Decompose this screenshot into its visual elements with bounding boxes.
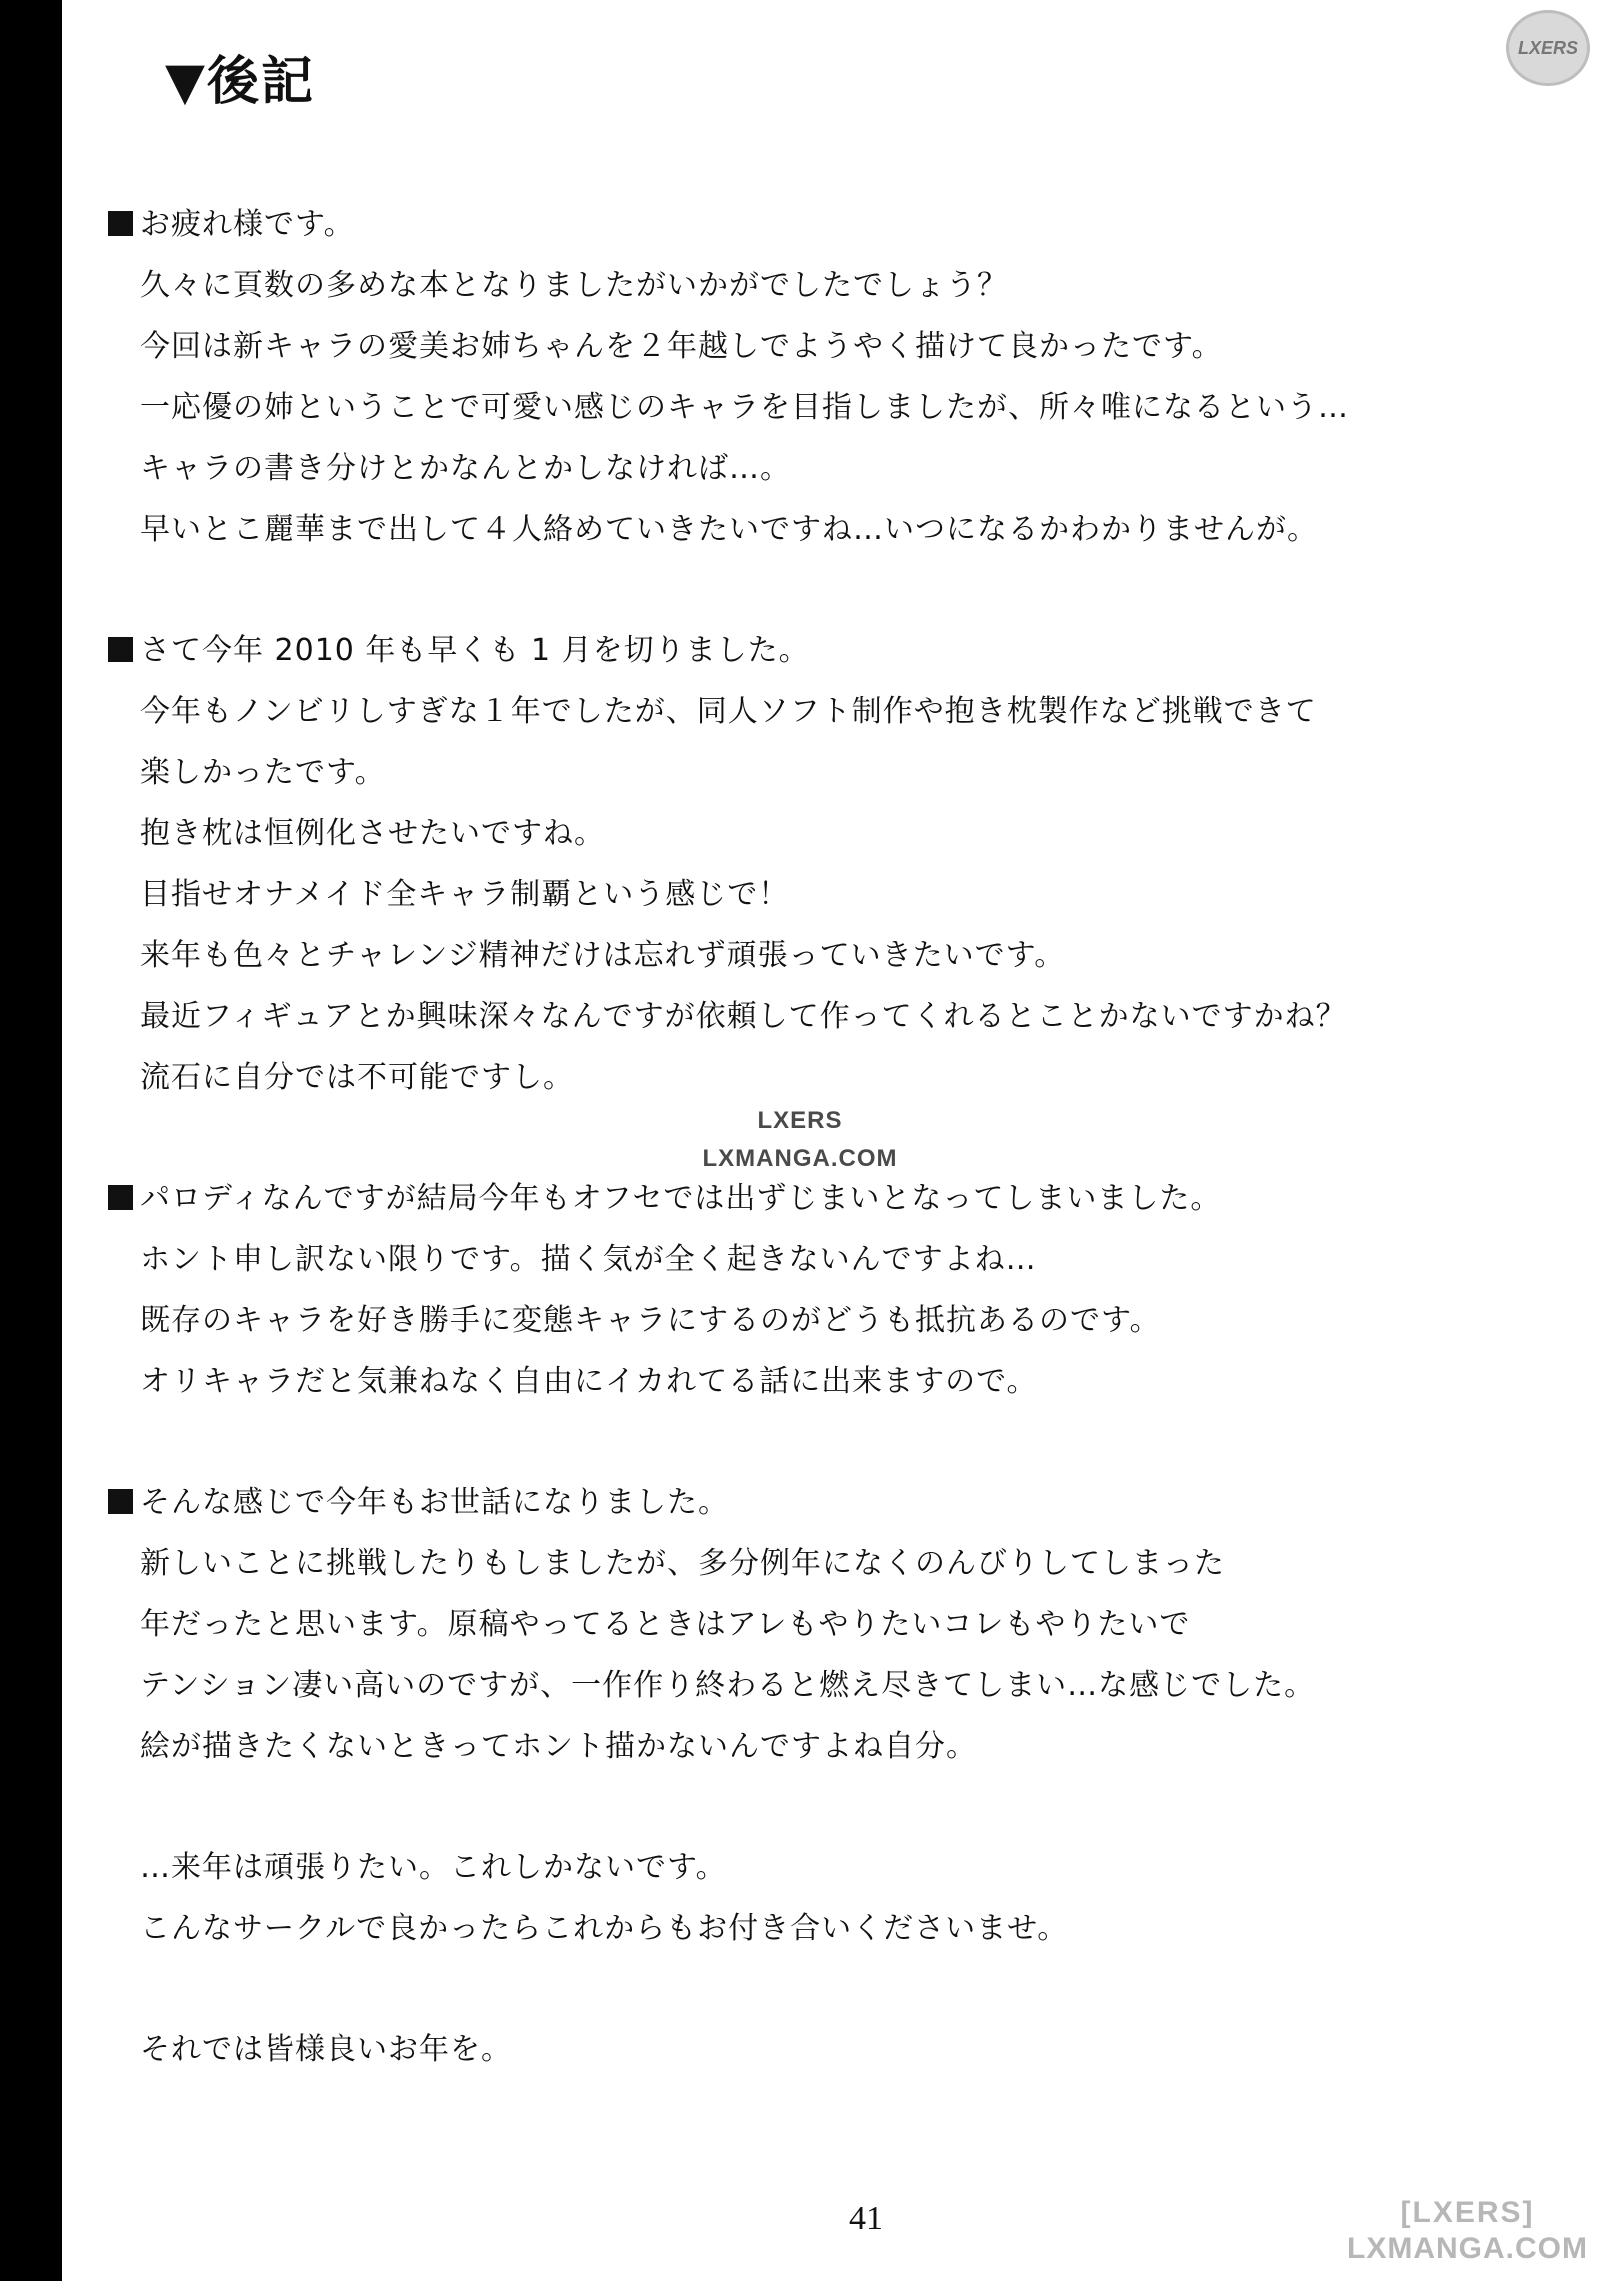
body-line: テンション凄い高いのですが、一作作り終わると燃え尽きてしまい…な感じでした。 (140, 1668, 1316, 1703)
section-3 (108, 1168, 1528, 1412)
body-line: …来年は頑張りたい。これしかないです。 (140, 1850, 727, 1885)
corner-watermark-line-1: [LXERS] (1400, 2196, 1535, 2229)
corner-watermark-line-2: LXMANGA.COM (1347, 2232, 1588, 2265)
body-line: 絵が描きたくないときってホント描かないんですよね自分。 (140, 1729, 977, 1764)
square-bullet-icon (108, 211, 133, 236)
body-line: 流石に自分では不可能ですし。 (140, 1060, 574, 1095)
page-title: ▼後記 (165, 52, 315, 112)
corner-watermark (1347, 2195, 1588, 2267)
closing-2 (108, 2019, 1528, 2080)
body-line: 新しいことに挑戦したりもしましたが、多分例年になくのんびりしてしまった (140, 1546, 1225, 1581)
section-2 (108, 620, 1528, 1108)
body-line: 最近フィギュアとか興味深々なんですが依頼して作ってくれるとことかないですかね？ (140, 999, 1347, 1034)
body-line: 久々に頁数の多めな本となりましたがいかがでしたでしょう？ (140, 268, 1008, 303)
body-line: 楽しかったです。 (140, 755, 386, 790)
line-text: お疲れ様です。 (140, 207, 355, 242)
line-text: さて今年 2010 年も早くも 1 月を切りました。 (140, 633, 810, 668)
section-heading (108, 194, 1528, 255)
body-line: キャラの書き分けとかなんとかしなければ…。 (140, 451, 791, 486)
page-number: 41 (849, 2200, 883, 2237)
body-line: 今年もノンビリしすぎな１年でしたが、同人ソフト制作や抱き枕製作など挑戦できて (140, 694, 1317, 729)
lxers-badge-logo: LXERS (1506, 10, 1590, 86)
watermark-lxers: LXERS (757, 1107, 843, 1134)
line-text: パロディなんですが結局今年もオフセでは出ずじまいとなってしまいました。 (140, 1181, 1222, 1216)
section-4 (108, 1472, 1528, 1777)
line-text: そんな感じで今年もお世話になりました。 (140, 1485, 729, 1520)
section-heading (108, 1168, 1528, 1229)
body-line: 一応優の姉ということで可愛い感じのキャラを目指しましたが、所々唯になるという… (140, 390, 1349, 425)
body-line: 今回は新キャラの愛美お姉ちゃんを２年越しでようやく描けて良かったです。 (140, 329, 1223, 364)
section-heading (108, 620, 1528, 681)
closing-1 (108, 1837, 1528, 1959)
square-bullet-icon (108, 637, 133, 662)
body-line: 来年も色々とチャレンジ精神だけは忘れず頑張っていきたいです。 (140, 938, 1066, 973)
section-heading (108, 1472, 1528, 1533)
left-black-bar (0, 0, 62, 2281)
section-1 (108, 194, 1528, 560)
square-bullet-icon (108, 1185, 133, 1210)
body-line: それでは皆様良いお年を。 (140, 2032, 512, 2067)
body-line: オリキャラだと気兼ねなく自由にイカれてる話に出来ますので。 (140, 1364, 1038, 1399)
body-line: ホント申し訳ない限りです。描く気が全く起きないんですよね… (140, 1242, 1037, 1277)
body-line: 早いとこ麗華まで出して４人絡めていきたいですね…いつになるかわかりませんが。 (140, 512, 1318, 547)
body-line: 抱き枕は恒例化させたいですね。 (140, 816, 605, 851)
body-line: 年だったと思います。原稿やってるときはアレもやりたいコレもやりたいで (140, 1607, 1191, 1642)
square-bullet-icon (108, 1489, 133, 1514)
body-line: こんなサークルで良かったらこれからもお付き合いくださいませ。 (140, 1911, 1069, 1946)
watermark-lxmanga: LXMANGA.COM (702, 1145, 898, 1172)
body-line: 既存のキャラを好き勝手に変態キャラにするのがどうも抵抗あるのです。 (140, 1303, 1161, 1338)
body-line: 目指せオナメイド全キャラ制覇という感じで！ (140, 877, 790, 912)
